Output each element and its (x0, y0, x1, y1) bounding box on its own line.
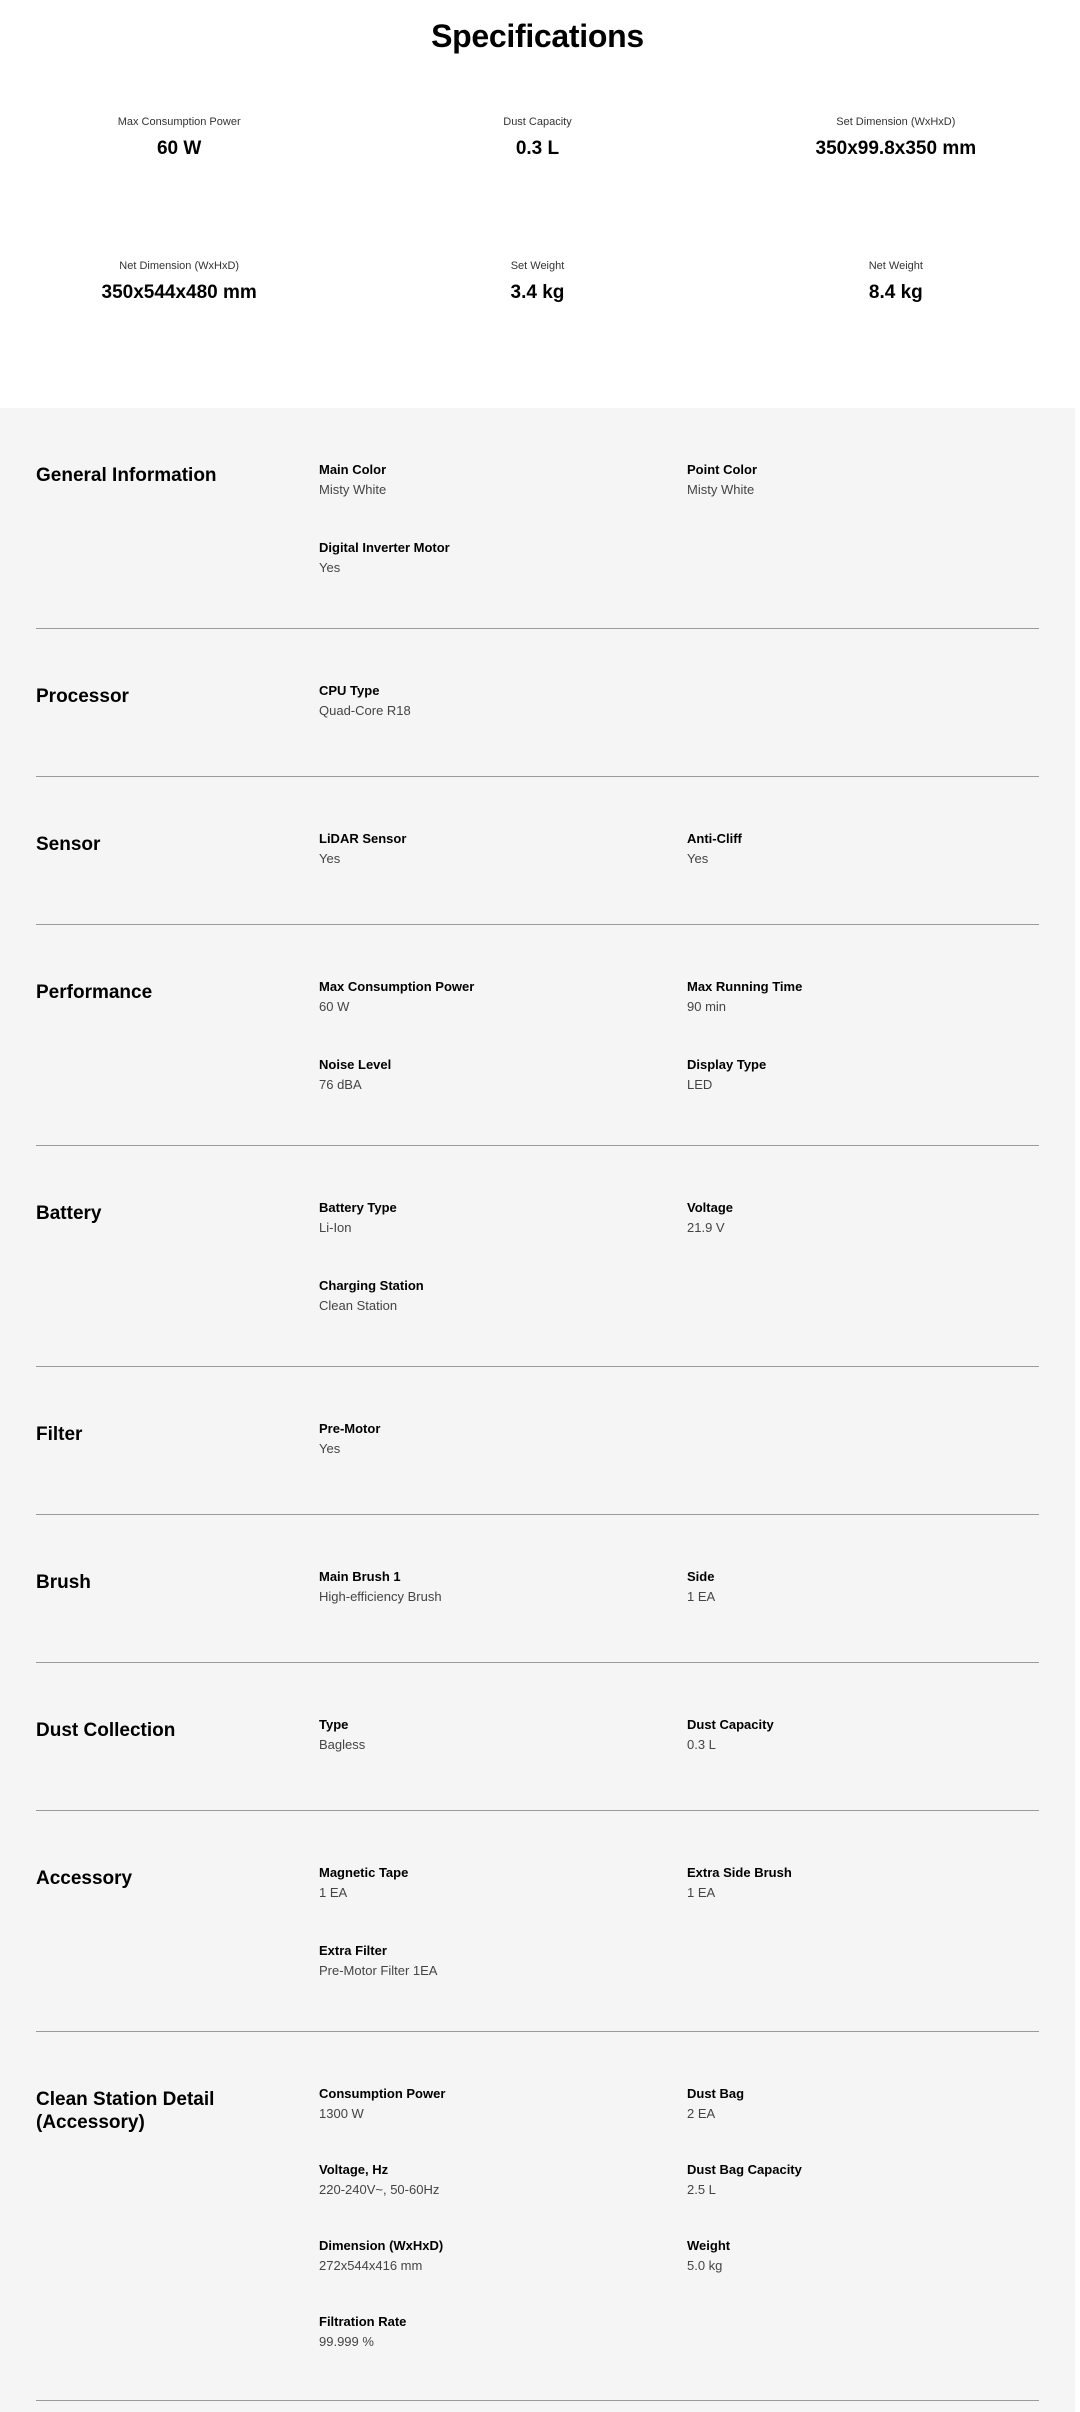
spec-label: Dust Bag (687, 2086, 745, 2101)
section-title: Accessory (36, 1868, 133, 1889)
section-items (319, 460, 1039, 588)
spec-item (319, 2312, 687, 2360)
spec-section (36, 925, 1039, 1146)
spec-item (319, 2084, 687, 2132)
spec-item (319, 1567, 687, 1622)
spec-label: Dimension (WxHxD) (319, 2238, 444, 2253)
section-title: Filter (36, 1424, 83, 1445)
spec-label: Voltage, Hz (319, 2162, 389, 2177)
spec-item (687, 2084, 1039, 2132)
spec-value: Li-Ion (319, 1220, 352, 1235)
spec-value: 76 dBA (319, 1077, 362, 1092)
section-title: Battery (36, 1203, 102, 1224)
spec-label: Pre-Motor (319, 1421, 381, 1436)
spec-item (687, 977, 1039, 1027)
key-spec-label: Dust Capacity (503, 116, 572, 128)
spec-details (0, 408, 1075, 2412)
spec-value: 1300 W (319, 2106, 364, 2121)
section-title: Dust Collection (36, 1720, 176, 1741)
key-spec-label: Set Dimension (WxHxD) (836, 116, 956, 128)
spec-label: LiDAR Sensor (319, 831, 407, 846)
key-spec-label: Net Weight (868, 260, 923, 272)
spec-label: Side (687, 1569, 715, 1584)
key-spec-item (358, 260, 716, 404)
spec-label: Main Color (319, 462, 387, 477)
spec-value: Misty White (687, 482, 755, 497)
spec-value: Yes (687, 851, 709, 866)
spec-value: 1 EA (319, 1885, 348, 1900)
spec-value: Bagless (319, 1737, 366, 1752)
section-title: General Information (36, 465, 217, 486)
spec-item (319, 2236, 687, 2284)
spec-label: Magnetic Tape (319, 1865, 409, 1880)
section-items (319, 1198, 1039, 1326)
spec-section (36, 1515, 1039, 1663)
spec-label: Consumption Power (319, 2086, 446, 2101)
spec-section (36, 1811, 1039, 2032)
spec-value: 60 W (319, 999, 350, 1014)
key-specs-grid (0, 116, 1075, 404)
key-spec-item (358, 116, 716, 260)
spec-item (319, 1941, 687, 1991)
key-spec-label: Set Weight (510, 260, 565, 272)
spec-item (319, 2160, 687, 2208)
key-spec-label: Max Consumption Power (117, 116, 241, 128)
spec-section (36, 629, 1039, 777)
spec-value: Clean Station (319, 1298, 398, 1313)
spec-value: 2.5 L (687, 2182, 716, 2197)
spec-label: Extra Filter (319, 1943, 387, 1958)
spec-item (319, 1715, 687, 1770)
spec-value: 1 EA (687, 1885, 716, 1900)
key-specs-area (0, 0, 1080, 408)
section-items (319, 829, 1039, 884)
spec-value: Yes (319, 560, 341, 575)
spec-value: 0.3 L (687, 1737, 716, 1752)
spec-item (319, 1419, 687, 1474)
spec-section (36, 408, 1039, 629)
spec-label: Battery Type (319, 1200, 397, 1215)
section-items (319, 1567, 1039, 1622)
spec-item (319, 1198, 687, 1248)
section-items (319, 977, 1039, 1105)
spec-value: LED (687, 1077, 713, 1092)
key-spec-item (0, 116, 358, 260)
spec-value: 5.0 kg (687, 2258, 723, 2273)
spec-item (687, 2160, 1039, 2208)
key-spec-label: Net Dimension (WxHxD) (119, 260, 240, 272)
section-items (319, 1863, 1039, 1991)
spec-value: High-efficiency Brush (319, 1589, 442, 1604)
page-title: Specifications (431, 18, 644, 54)
spec-label: Point Color (687, 462, 758, 477)
spec-value: 272x544x416 mm (319, 2258, 423, 2273)
spec-item (319, 681, 687, 736)
spec-value: 220-240V~, 50-60Hz (319, 2182, 440, 2197)
spec-label: Anti-Cliff (687, 831, 742, 846)
spec-label: Noise Level (319, 1057, 392, 1072)
spec-label: Dust Capacity (687, 1717, 774, 1732)
spec-item (319, 829, 687, 884)
spec-section (36, 2032, 1039, 2401)
spec-label: Main Brush 1 (319, 1569, 401, 1584)
section-title: Performance (36, 982, 153, 1003)
spec-item (687, 1198, 1039, 1248)
spec-item (319, 460, 687, 510)
key-spec-item (717, 116, 1075, 260)
spec-value: Yes (319, 851, 341, 866)
spec-label: Display Type (687, 1057, 767, 1072)
key-spec-value: 60 W (156, 138, 202, 159)
spec-item (319, 977, 687, 1027)
spec-section (36, 1146, 1039, 1367)
spec-value: 90 min (687, 999, 727, 1014)
spec-value: Misty White (319, 482, 387, 497)
spec-item (687, 829, 1039, 884)
key-spec-value: 0.3 L (515, 138, 560, 159)
spec-value: 1 EA (687, 1589, 716, 1604)
spec-label: Weight (687, 2238, 731, 2253)
section-title: Brush (36, 1572, 91, 1593)
key-spec-value: 8.4 kg (868, 282, 923, 303)
section-title: Processor (36, 686, 129, 707)
section-items (319, 1419, 1039, 1474)
spec-item (319, 1055, 687, 1105)
spec-item (319, 1276, 687, 1326)
spec-value: 99.999 % (319, 2334, 374, 2349)
spec-item (687, 1055, 1039, 1105)
spec-value: Yes (319, 1441, 341, 1456)
spec-section (36, 777, 1039, 925)
section-items (319, 1715, 1039, 1770)
key-spec-value: 350x99.8x350 mm (815, 138, 977, 159)
section-items (319, 681, 1039, 736)
spec-label: CPU Type (319, 683, 380, 698)
spec-item (687, 1715, 1039, 1770)
spec-item (687, 2236, 1039, 2284)
key-spec-item (717, 260, 1075, 404)
spec-label: Type (319, 1717, 349, 1732)
spec-item (319, 538, 687, 588)
spec-label: Digital Inverter Motor (319, 540, 450, 555)
spec-value: 21.9 V (687, 1220, 725, 1235)
spec-label: Dust Bag Capacity (687, 2162, 802, 2177)
spec-label: Charging Station (319, 1278, 424, 1293)
spec-item (687, 1567, 1039, 1622)
spec-section (36, 1367, 1039, 1515)
spec-value: Pre-Motor Filter 1EA (319, 1963, 438, 1978)
spec-label: Extra Side Brush (687, 1865, 792, 1880)
section-items (319, 2084, 1039, 2360)
spec-label: Max Running Time (687, 979, 803, 994)
key-spec-value: 350x544x480 mm (101, 282, 257, 303)
key-spec-value: 3.4 kg (510, 282, 565, 303)
spec-item (687, 1863, 1039, 1913)
spec-label: Max Consumption Power (319, 979, 475, 994)
spec-value: Quad-Core R18 (319, 703, 411, 718)
section-title: Sensor (36, 834, 101, 855)
spec-item (687, 460, 1039, 510)
spec-item (319, 1863, 687, 1913)
spec-value: 2 EA (687, 2106, 716, 2121)
key-spec-item (0, 260, 358, 404)
section-title: Clean Station Detail (Accessory) (36, 2089, 215, 2133)
spec-label: Voltage (687, 1200, 733, 1215)
spec-section (36, 1663, 1039, 1811)
spec-label: Filtration Rate (319, 2314, 407, 2329)
